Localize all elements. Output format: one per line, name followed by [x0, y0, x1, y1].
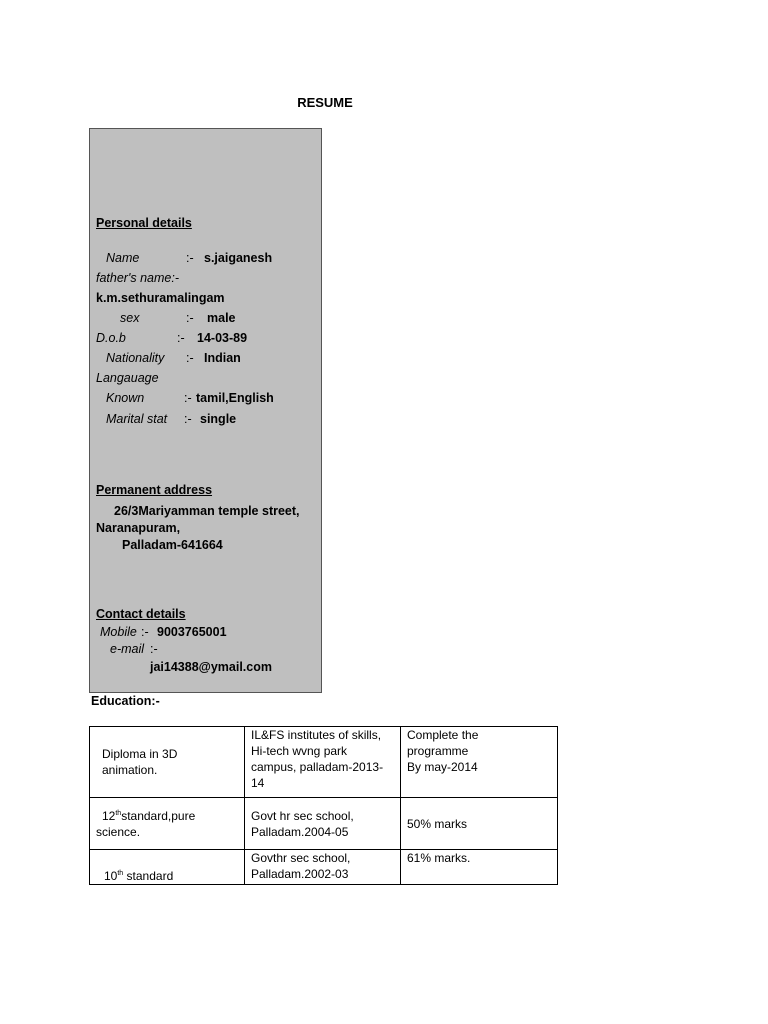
- known-value: tamil,English: [196, 391, 274, 405]
- course-prefix: 10: [104, 869, 118, 883]
- name-value: s.jaiganesh: [204, 251, 273, 265]
- institute-text: Govthr sec school, Palladam.2002-03: [251, 851, 351, 881]
- course-superscript: th: [117, 870, 124, 877]
- email-value: jai14388@ymail.com: [150, 660, 272, 674]
- name-separator: :-: [186, 251, 194, 265]
- table-row: [90, 850, 558, 885]
- institute-text: IL&FS institutes of skills, Hi-tech wvng park campus, palladam-2013- 14: [251, 728, 384, 790]
- institute-cell: [245, 727, 401, 798]
- course-suffix: standard,pure: [121, 808, 196, 823]
- education-table: [89, 726, 558, 885]
- mobile-label: Mobile: [100, 625, 137, 639]
- nationality-label: Nationality: [106, 351, 165, 365]
- course-superscript: th: [115, 809, 122, 817]
- education-label: Education:-: [91, 694, 160, 708]
- email-label: e-mail: [110, 642, 145, 656]
- course-suffix: standard: [123, 869, 174, 883]
- course-cell: [90, 850, 245, 885]
- mobile-separator: :-: [141, 625, 149, 639]
- personal-details-heading: Personal details: [96, 216, 192, 230]
- sex-label: sex: [120, 311, 140, 325]
- result-text: Complete the programme By may-2014: [407, 728, 479, 774]
- sex-value: male: [207, 311, 236, 325]
- address-line-1: 26/3Mariyamman temple street,: [114, 504, 300, 518]
- page-title: RESUME: [297, 95, 353, 110]
- dob-value: 14-03-89: [197, 331, 248, 345]
- course-text: Diploma in 3D animation.: [102, 747, 178, 777]
- known-label: Known: [106, 391, 145, 405]
- institute-cell: [245, 798, 401, 850]
- contact-details-heading: Contact details: [96, 607, 186, 621]
- address-line-3: Palladam-641664: [122, 538, 223, 552]
- marital-status-separator: :-: [184, 412, 192, 426]
- result-text: 61% marks.: [407, 851, 471, 865]
- institute-text: Govt hr sec school, Palladam.2004-05: [251, 808, 354, 839]
- address-line-2: Naranapuram,: [96, 521, 181, 535]
- result-text: 50% marks: [407, 816, 468, 831]
- permanent-address-heading: Permanent address: [96, 483, 213, 497]
- nationality-value: Indian: [204, 351, 241, 365]
- course-cell: [90, 727, 245, 798]
- nationality-separator: :-: [186, 351, 194, 365]
- result-cell: [401, 850, 558, 885]
- table-row: [90, 727, 558, 798]
- known-separator: :-: [184, 391, 192, 405]
- sex-separator: :-: [186, 311, 194, 325]
- father-name-label: father's name:-: [96, 271, 179, 285]
- mobile-value: 9003765001: [157, 625, 227, 639]
- email-separator: :-: [150, 642, 158, 656]
- dob-label: D.o.b: [96, 331, 126, 345]
- language-label: Langauage: [96, 371, 159, 385]
- result-cell: [401, 798, 558, 850]
- dob-separator: :-: [177, 331, 185, 345]
- marital-status-label: Marital stat: [106, 412, 168, 426]
- father-name-value: k.m.sethuramalingam: [96, 291, 225, 305]
- marital-status-value: single: [200, 412, 237, 426]
- course-cell: [90, 798, 245, 850]
- name-label: Name: [106, 251, 140, 265]
- result-cell: [401, 727, 558, 798]
- institute-cell: [245, 850, 401, 885]
- course-prefix: 12: [102, 808, 116, 823]
- course-line-2: science.: [96, 824, 141, 839]
- table-row: [90, 798, 558, 850]
